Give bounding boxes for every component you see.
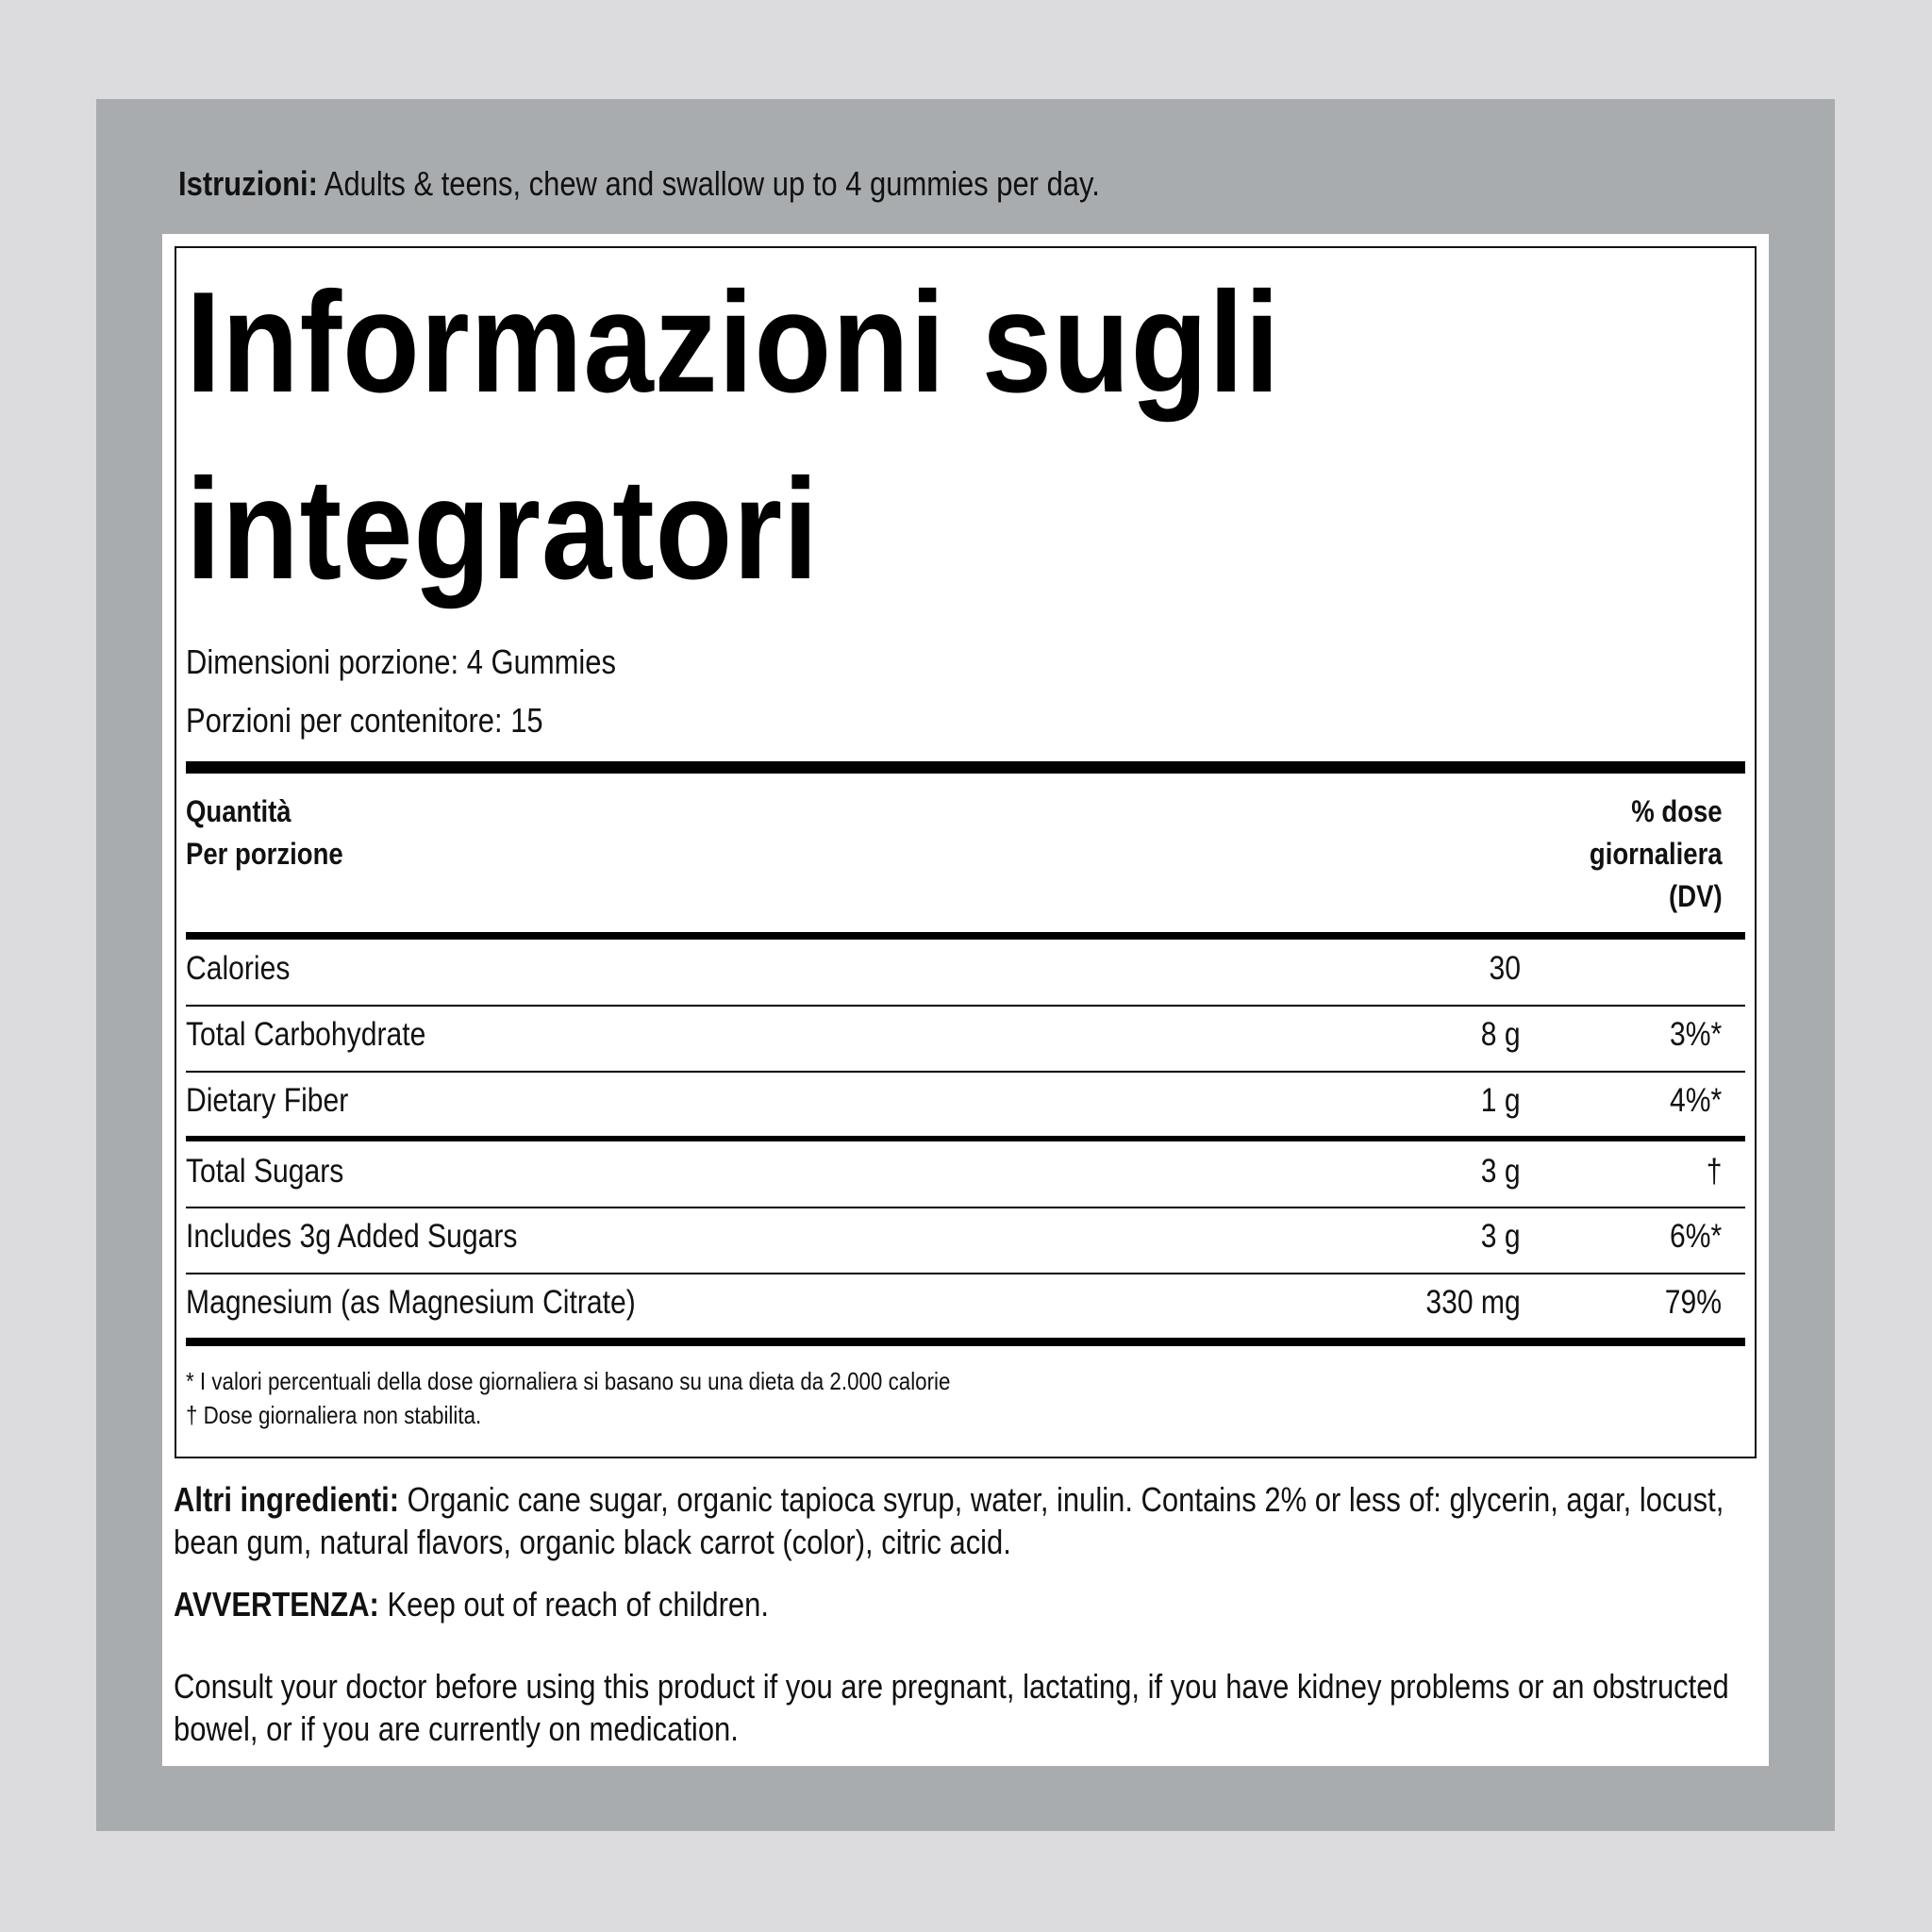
nutrient-amount: 3 g xyxy=(1481,1218,1521,1255)
row-divider xyxy=(186,1071,1745,1073)
nutrient-name: Dietary Fiber xyxy=(186,1082,349,1119)
medium-divider xyxy=(186,932,1745,940)
row-divider xyxy=(186,1207,1745,1208)
table-row xyxy=(186,1276,1722,1329)
nutrient-name: Includes 3g Added Sugars xyxy=(186,1218,518,1255)
nutrient-amount: 8 g xyxy=(1481,1016,1521,1053)
nutrient-dv: 4%* xyxy=(1669,1082,1722,1119)
serving-size: Dimensioni porzione: 4 Gummies xyxy=(186,642,616,681)
amount-per-serving-header: Quantità Per porzione xyxy=(186,794,343,871)
footnote-daily-value: * I valori percentuali della dose giornaliera si basano su una dieta da 2.000 calorie xyxy=(186,1367,951,1395)
nutrient-name: Magnesium (as Magnesium Citrate) xyxy=(186,1284,636,1321)
directions xyxy=(178,160,1100,208)
medium-divider xyxy=(186,1338,1745,1346)
nutrient-dv: † xyxy=(1706,1153,1722,1190)
nutrient-amount: 3 g xyxy=(1481,1153,1521,1190)
nutrient-amount: 330 mg xyxy=(1425,1284,1521,1321)
warning xyxy=(174,1583,1788,1625)
thick-divider xyxy=(186,761,1745,774)
table-row xyxy=(186,1145,1722,1198)
nutrient-dv: 6%* xyxy=(1669,1218,1722,1255)
nutrient-amount: 1 g xyxy=(1481,1082,1521,1119)
other-ingredients xyxy=(174,1478,1788,1563)
table-row xyxy=(186,942,1722,995)
table-row xyxy=(186,1008,1722,1061)
nutrient-dv: 3%* xyxy=(1669,1016,1722,1053)
consult-doctor-text: Consult your doctor before using this product if you are pregnant, lactating, if you have kidney problems or an obstructed bowel, or if you are currently on medication. xyxy=(174,1667,1729,1748)
daily-value-header: % dose giornaliera (DV) xyxy=(1590,794,1723,913)
table-row xyxy=(186,1074,1722,1127)
servings-per-container: Porzioni per contenitore: 15 xyxy=(186,701,543,740)
nutrient-dv: 79% xyxy=(1664,1284,1722,1321)
other-ingredients-text: Organic cane sugar, organic tapioca syrup, water, inulin. Contains 2% or less of: glycerin, agar, locust, bean gum, natural flavors, organic black carrot (color), citric acid. xyxy=(174,1480,1724,1561)
other-ingredients-label: Altri ingredienti: xyxy=(174,1480,400,1519)
row-divider xyxy=(186,1005,1745,1007)
medium-divider xyxy=(186,1136,1745,1141)
nutrient-name: Calories xyxy=(186,950,291,987)
supplement-facts-title: Informazioni sugli integratori xyxy=(186,262,1281,609)
nutrient-amount: 30 xyxy=(1489,950,1521,987)
directions-label: Istruzioni: xyxy=(178,164,318,203)
row-divider xyxy=(186,1273,1745,1274)
warning-text: Keep out of reach of children. xyxy=(378,1585,769,1624)
footnote-not-established: † Dose giornaliera non stabilita. xyxy=(186,1401,482,1429)
warning-label: AVVERTENZA: xyxy=(174,1585,379,1624)
nutrient-name: Total Sugars xyxy=(186,1153,344,1190)
table-row xyxy=(186,1210,1722,1263)
nutrient-name: Total Carbohydrate xyxy=(186,1016,426,1053)
directions-text: Adults & teens, chew and swallow up to 4 gummies per day. xyxy=(317,164,1100,203)
